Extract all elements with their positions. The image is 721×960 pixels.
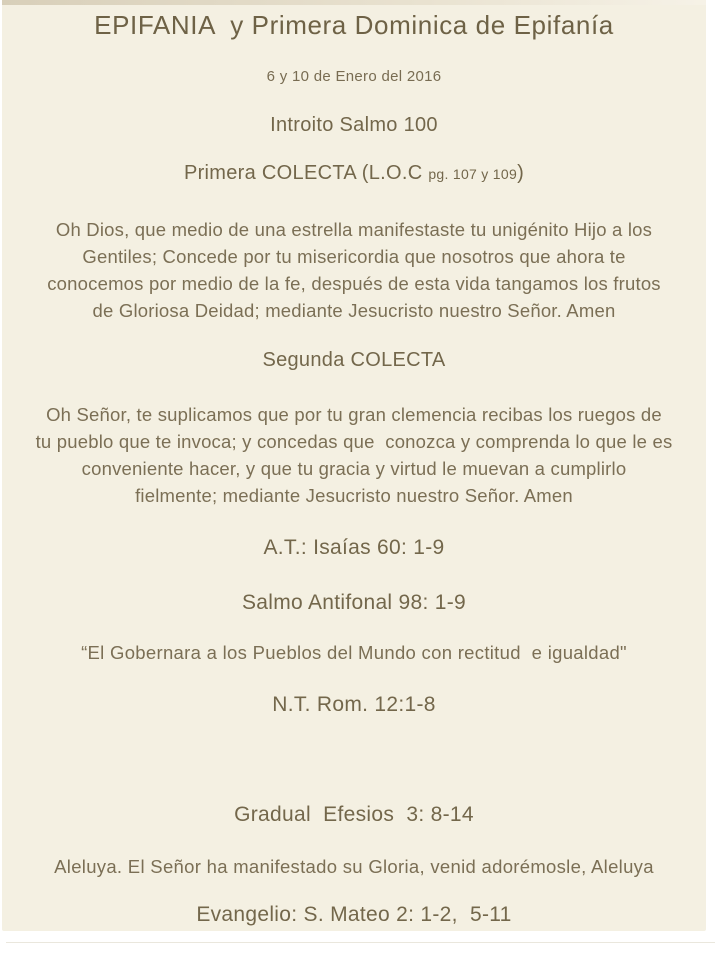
second-collect-line: conveniente hacer, y que tu gracia y virtud le muevan a cumplirlo bbox=[81, 458, 627, 479]
first-collect-text bbox=[2, 216, 706, 324]
first-collect-heading-main: Primera COLECTA (L.O.C bbox=[183, 162, 429, 184]
gospel-reading: Evangelio: S. Mateo 2: 1-2, 5-11 bbox=[196, 903, 512, 926]
second-collect-line: tu pueblo que te invoca; y concedas que conozca y comprenda lo que le es bbox=[35, 431, 673, 452]
liturgy-page bbox=[2, 0, 706, 931]
first-collect-line: Oh Dios, que medio de una estrella manifestaste tu unigénito Hijo a los bbox=[55, 219, 653, 240]
first-collect-heading-close: ) bbox=[517, 162, 525, 184]
introit-heading: Introito Salmo 100 bbox=[270, 114, 438, 136]
second-collect-line: Oh Señor, te suplicamos que por tu gran clemencia recibas los ruegos de bbox=[46, 404, 662, 425]
psalm-reading: Salmo Antifonal 98: 1-9 bbox=[241, 591, 467, 614]
second-collect-heading: Segunda COLECTA bbox=[262, 349, 446, 371]
old-testament-reading: A.T.: Isaías 60: 1-9 bbox=[263, 536, 445, 559]
page-bottom-separator bbox=[6, 942, 715, 943]
page-title: EPIFANIA y Primera Dominica de Epifanía bbox=[94, 10, 614, 40]
first-collect-heading bbox=[2, 160, 706, 187]
gradual-reading: Gradual Efesios 3: 8-14 bbox=[234, 803, 474, 826]
first-collect-line: de Gloriosa Deidad; mediante Jesucristo nuestro Señor. Amen bbox=[92, 300, 616, 321]
second-collect-text bbox=[2, 401, 706, 509]
first-collect-line: Gentiles; Concede por tu misericordia que nosotros que ahora te bbox=[82, 246, 626, 267]
psalm-antiphon: “El Gobernara a los Pueblos del Mundo con rectitud e igualdad" bbox=[81, 642, 627, 663]
first-collect-line: conocemos por medio de la fe, después de esta vida tangamos los frutos bbox=[47, 273, 661, 294]
first-collect-page-ref: pg. 107 y 109 bbox=[428, 166, 518, 182]
alleluia-verse: Aleluya. El Señor ha manifestado su Gloria, venid adorémosle, Aleluya bbox=[54, 856, 654, 877]
second-collect-line: fielmente; mediante Jesucristo nuestro Señor. Amen bbox=[135, 485, 573, 506]
new-testament-reading: N.T. Rom. 12:1-8 bbox=[272, 693, 436, 716]
page-top-edge bbox=[2, 0, 706, 5]
service-date: 6 y 10 de Enero del 2016 bbox=[266, 68, 442, 85]
